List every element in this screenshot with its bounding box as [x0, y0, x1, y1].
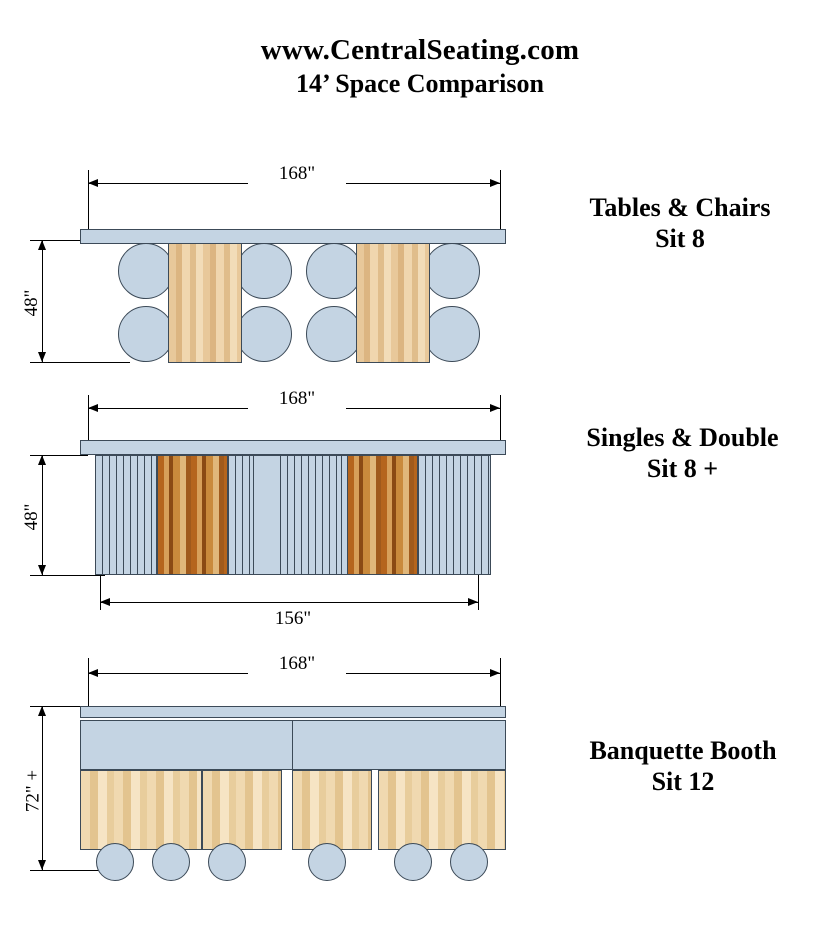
- dimension-depth-label-r2: 48": [21, 503, 42, 531]
- table-top: [80, 770, 202, 850]
- dimension-bottom-label-r2: 156": [244, 608, 342, 630]
- site-title: www.CentralSeating.com: [260, 34, 580, 66]
- row-label-sub: Sit 8: [655, 223, 705, 253]
- dimension-depth-label-r3: 72" +: [22, 769, 44, 813]
- extension-line-bottom-r1: [30, 362, 130, 363]
- table-top: [157, 455, 228, 575]
- row-label-sub: Sit 8 +: [646, 453, 719, 483]
- extension-line-right-bottom-r2: [478, 575, 479, 610]
- chair-icon: [236, 306, 292, 362]
- row-label-main: Banquette Booth: [589, 736, 777, 765]
- extension-line-bottom-r2: [30, 575, 105, 576]
- dimension-line-bottom-r2: [100, 602, 478, 603]
- row-label-singles-and-double: [530, 423, 835, 484]
- dimension-width-label-r1: 168": [248, 163, 346, 185]
- booth-seat-back: [418, 455, 491, 575]
- booth-seat-back: [280, 455, 342, 575]
- chair-icon: [424, 306, 480, 362]
- chair-icon: [152, 843, 190, 881]
- chair-icon: [306, 306, 362, 362]
- booth-seat-back: [95, 455, 157, 575]
- dimension-depth-label-r1: 48": [21, 289, 42, 317]
- row-label-sub: Sit 12: [651, 766, 715, 796]
- dimension-width-label-r2: 168": [248, 388, 346, 410]
- row-label-main: Tables & Chairs: [589, 193, 771, 222]
- chair-icon: [450, 843, 488, 881]
- wall-bench-slab-r2: [80, 440, 506, 455]
- table-top: [347, 455, 418, 575]
- extension-line-top-r2: [30, 455, 88, 456]
- banquette-center-divider: [292, 720, 293, 770]
- chair-icon: [394, 843, 432, 881]
- banquette-back-bottom: [80, 720, 506, 770]
- dimension-width-label-r3: 168": [248, 653, 346, 675]
- table-top: [378, 770, 506, 850]
- table-top: [292, 770, 372, 850]
- extension-line-bottom-r3: [30, 870, 100, 871]
- row-label-main: Singles & Double: [586, 423, 779, 452]
- diagram-subtitle: 14’ Space Comparison: [296, 69, 544, 99]
- chair-icon: [308, 843, 346, 881]
- chair-icon: [208, 843, 246, 881]
- extension-line-left-r3: [88, 658, 89, 713]
- chair-icon: [118, 306, 174, 362]
- extension-line-right-r3: [500, 658, 501, 713]
- row-label-banquette-booth: [528, 736, 838, 797]
- chair-icon: [96, 843, 134, 881]
- banquette-back-top: [80, 706, 506, 718]
- table-top: [202, 770, 282, 850]
- booth-seat-back: [228, 455, 254, 575]
